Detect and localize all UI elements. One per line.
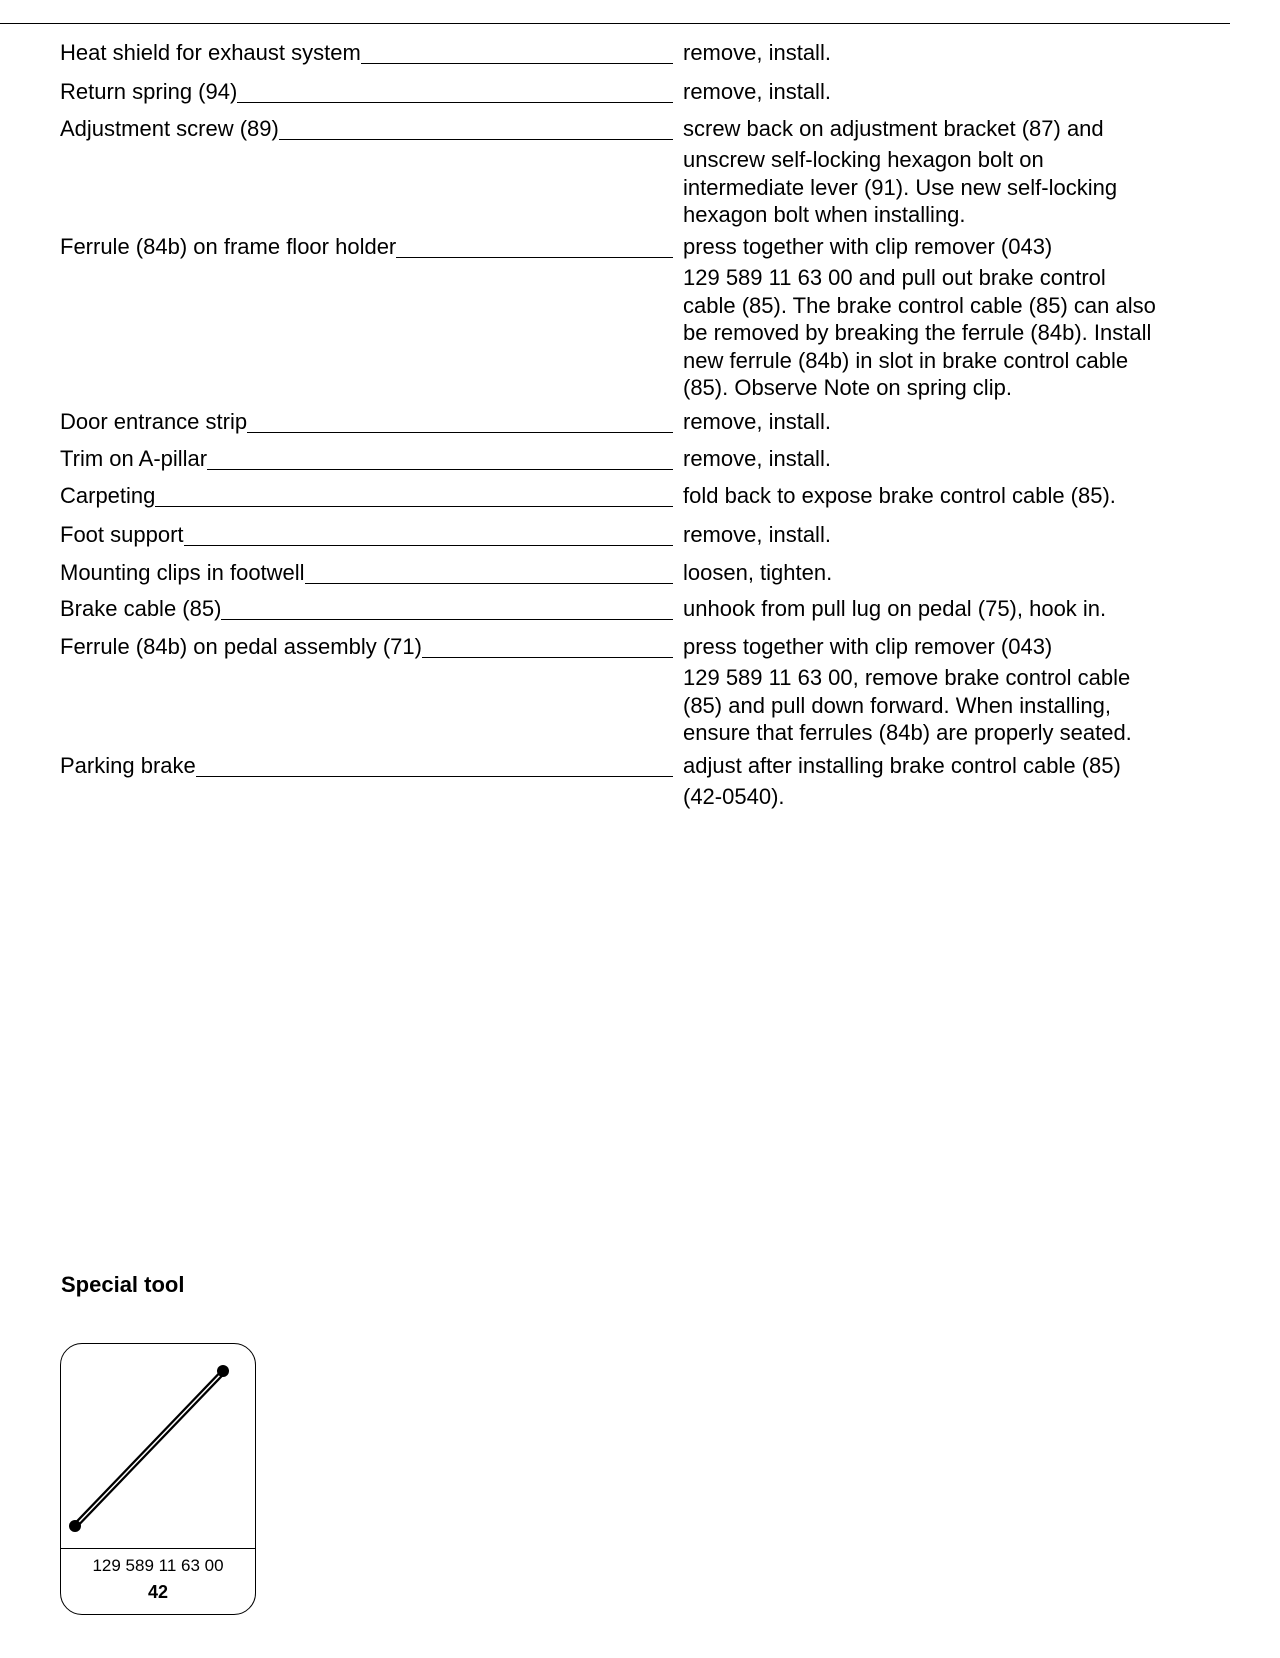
component-name: Brake cable (85) <box>60 596 222 621</box>
leader-line <box>396 257 673 258</box>
component-label <box>60 40 673 66</box>
instruction-line: (85). Observe Note on spring clip. <box>683 374 1012 400</box>
component-name: Foot support <box>60 522 184 547</box>
instruction-line: remove, install. <box>683 40 831 65</box>
instruction-line: unhook from pull lug on pedal (75), hook in. <box>683 596 1107 621</box>
instruction-line: remove, install. <box>683 522 831 547</box>
instruction-line: remove, install. <box>683 409 831 434</box>
instruction-text <box>683 559 1243 590</box>
instruction-line: (42-0540). <box>683 784 785 810</box>
instruction-line: adjust after installing brake control cable (85) <box>683 753 1121 778</box>
instruction-text <box>683 115 1243 229</box>
component-name: Ferrule (84b) on pedal assembly (71) <box>60 634 422 659</box>
leader-line <box>422 657 673 658</box>
instruction-line: 129 589 11 63 00 and pull out brake control <box>683 265 1106 291</box>
instruction-text <box>683 233 1243 401</box>
component-label <box>60 79 673 105</box>
leader-line <box>247 432 673 433</box>
tool-group-number: 42 <box>147 1582 169 1602</box>
component-name: Heat shield for exhaust system <box>60 40 361 65</box>
component-label <box>60 483 673 509</box>
instruction-line: new ferrule (84b) in slot in brake control cable <box>683 347 1129 373</box>
instruction-text <box>683 752 1243 811</box>
special-tool-card <box>60 1343 256 1615</box>
component-name: Adjustment screw (89) <box>60 116 279 141</box>
card-divider <box>61 1548 255 1549</box>
instruction-text <box>683 521 1243 552</box>
leader-line <box>196 776 673 777</box>
component-name: Mounting clips in footwell <box>60 560 305 585</box>
leader-line <box>305 583 673 584</box>
instruction-line: remove, install. <box>683 79 831 104</box>
instruction-line: hexagon bolt when installing. <box>683 202 966 228</box>
leader-line <box>184 545 673 546</box>
component-label <box>60 596 673 622</box>
component-name: Parking brake <box>60 753 196 778</box>
instruction-text <box>683 408 1243 439</box>
component-name: Ferrule (84b) on frame floor holder <box>60 234 397 259</box>
instruction-text <box>683 633 1243 747</box>
instruction-text <box>683 78 1243 109</box>
instruction-line: fold back to expose brake control cable (85). <box>683 483 1116 508</box>
tool-part-number: 129 589 11 63 00 <box>92 1556 224 1575</box>
instruction-line: intermediate lever (91). Use new self-locking <box>683 174 1118 200</box>
instruction-line: 129 589 11 63 00, remove brake control cable <box>683 665 1131 691</box>
special-tool-heading: Special tool <box>61 1272 185 1297</box>
component-name: Return spring (94) <box>60 79 238 104</box>
instruction-text <box>683 445 1243 476</box>
component-name: Door entrance strip <box>60 409 248 434</box>
instruction-text <box>683 39 1243 70</box>
instruction-text <box>683 595 1243 626</box>
instruction-line: unscrew self-locking hexagon bolt on <box>683 147 1044 173</box>
instruction-line: ensure that ferrules (84b) are properly seated. <box>683 720 1132 746</box>
leader-line <box>207 469 673 470</box>
instruction-line: be removed by breaking the ferrule (84b). Install <box>683 320 1152 346</box>
leader-line <box>221 619 673 620</box>
instruction-line: screw back on adjustment bracket (87) and <box>683 116 1104 141</box>
component-label <box>60 409 673 435</box>
component-label <box>60 522 673 548</box>
instruction-line: loosen, tighten. <box>683 560 833 585</box>
leader-line <box>237 102 673 103</box>
leader-line <box>155 506 673 507</box>
instruction-text <box>683 482 1243 513</box>
clip-remover-tool-icon <box>61 1344 255 1548</box>
component-label <box>60 234 673 260</box>
component-label <box>60 446 673 472</box>
instruction-line: press together with clip remover (043) <box>683 234 1053 259</box>
component-name: Trim on A-pillar <box>60 446 208 471</box>
component-label <box>60 560 673 586</box>
component-name: Carpeting <box>60 483 156 508</box>
component-label <box>60 116 673 142</box>
instruction-line: cable (85). The brake control cable (85) can also <box>683 292 1156 318</box>
leader-line <box>361 63 673 64</box>
component-label <box>60 634 673 660</box>
instruction-line: press together with clip remover (043) <box>683 634 1053 659</box>
instruction-line: remove, install. <box>683 446 831 471</box>
leader-line <box>279 139 673 140</box>
instruction-line: (85) and pull down forward. When installing, <box>683 692 1112 718</box>
top-rule <box>0 23 1230 24</box>
component-label <box>60 753 673 779</box>
